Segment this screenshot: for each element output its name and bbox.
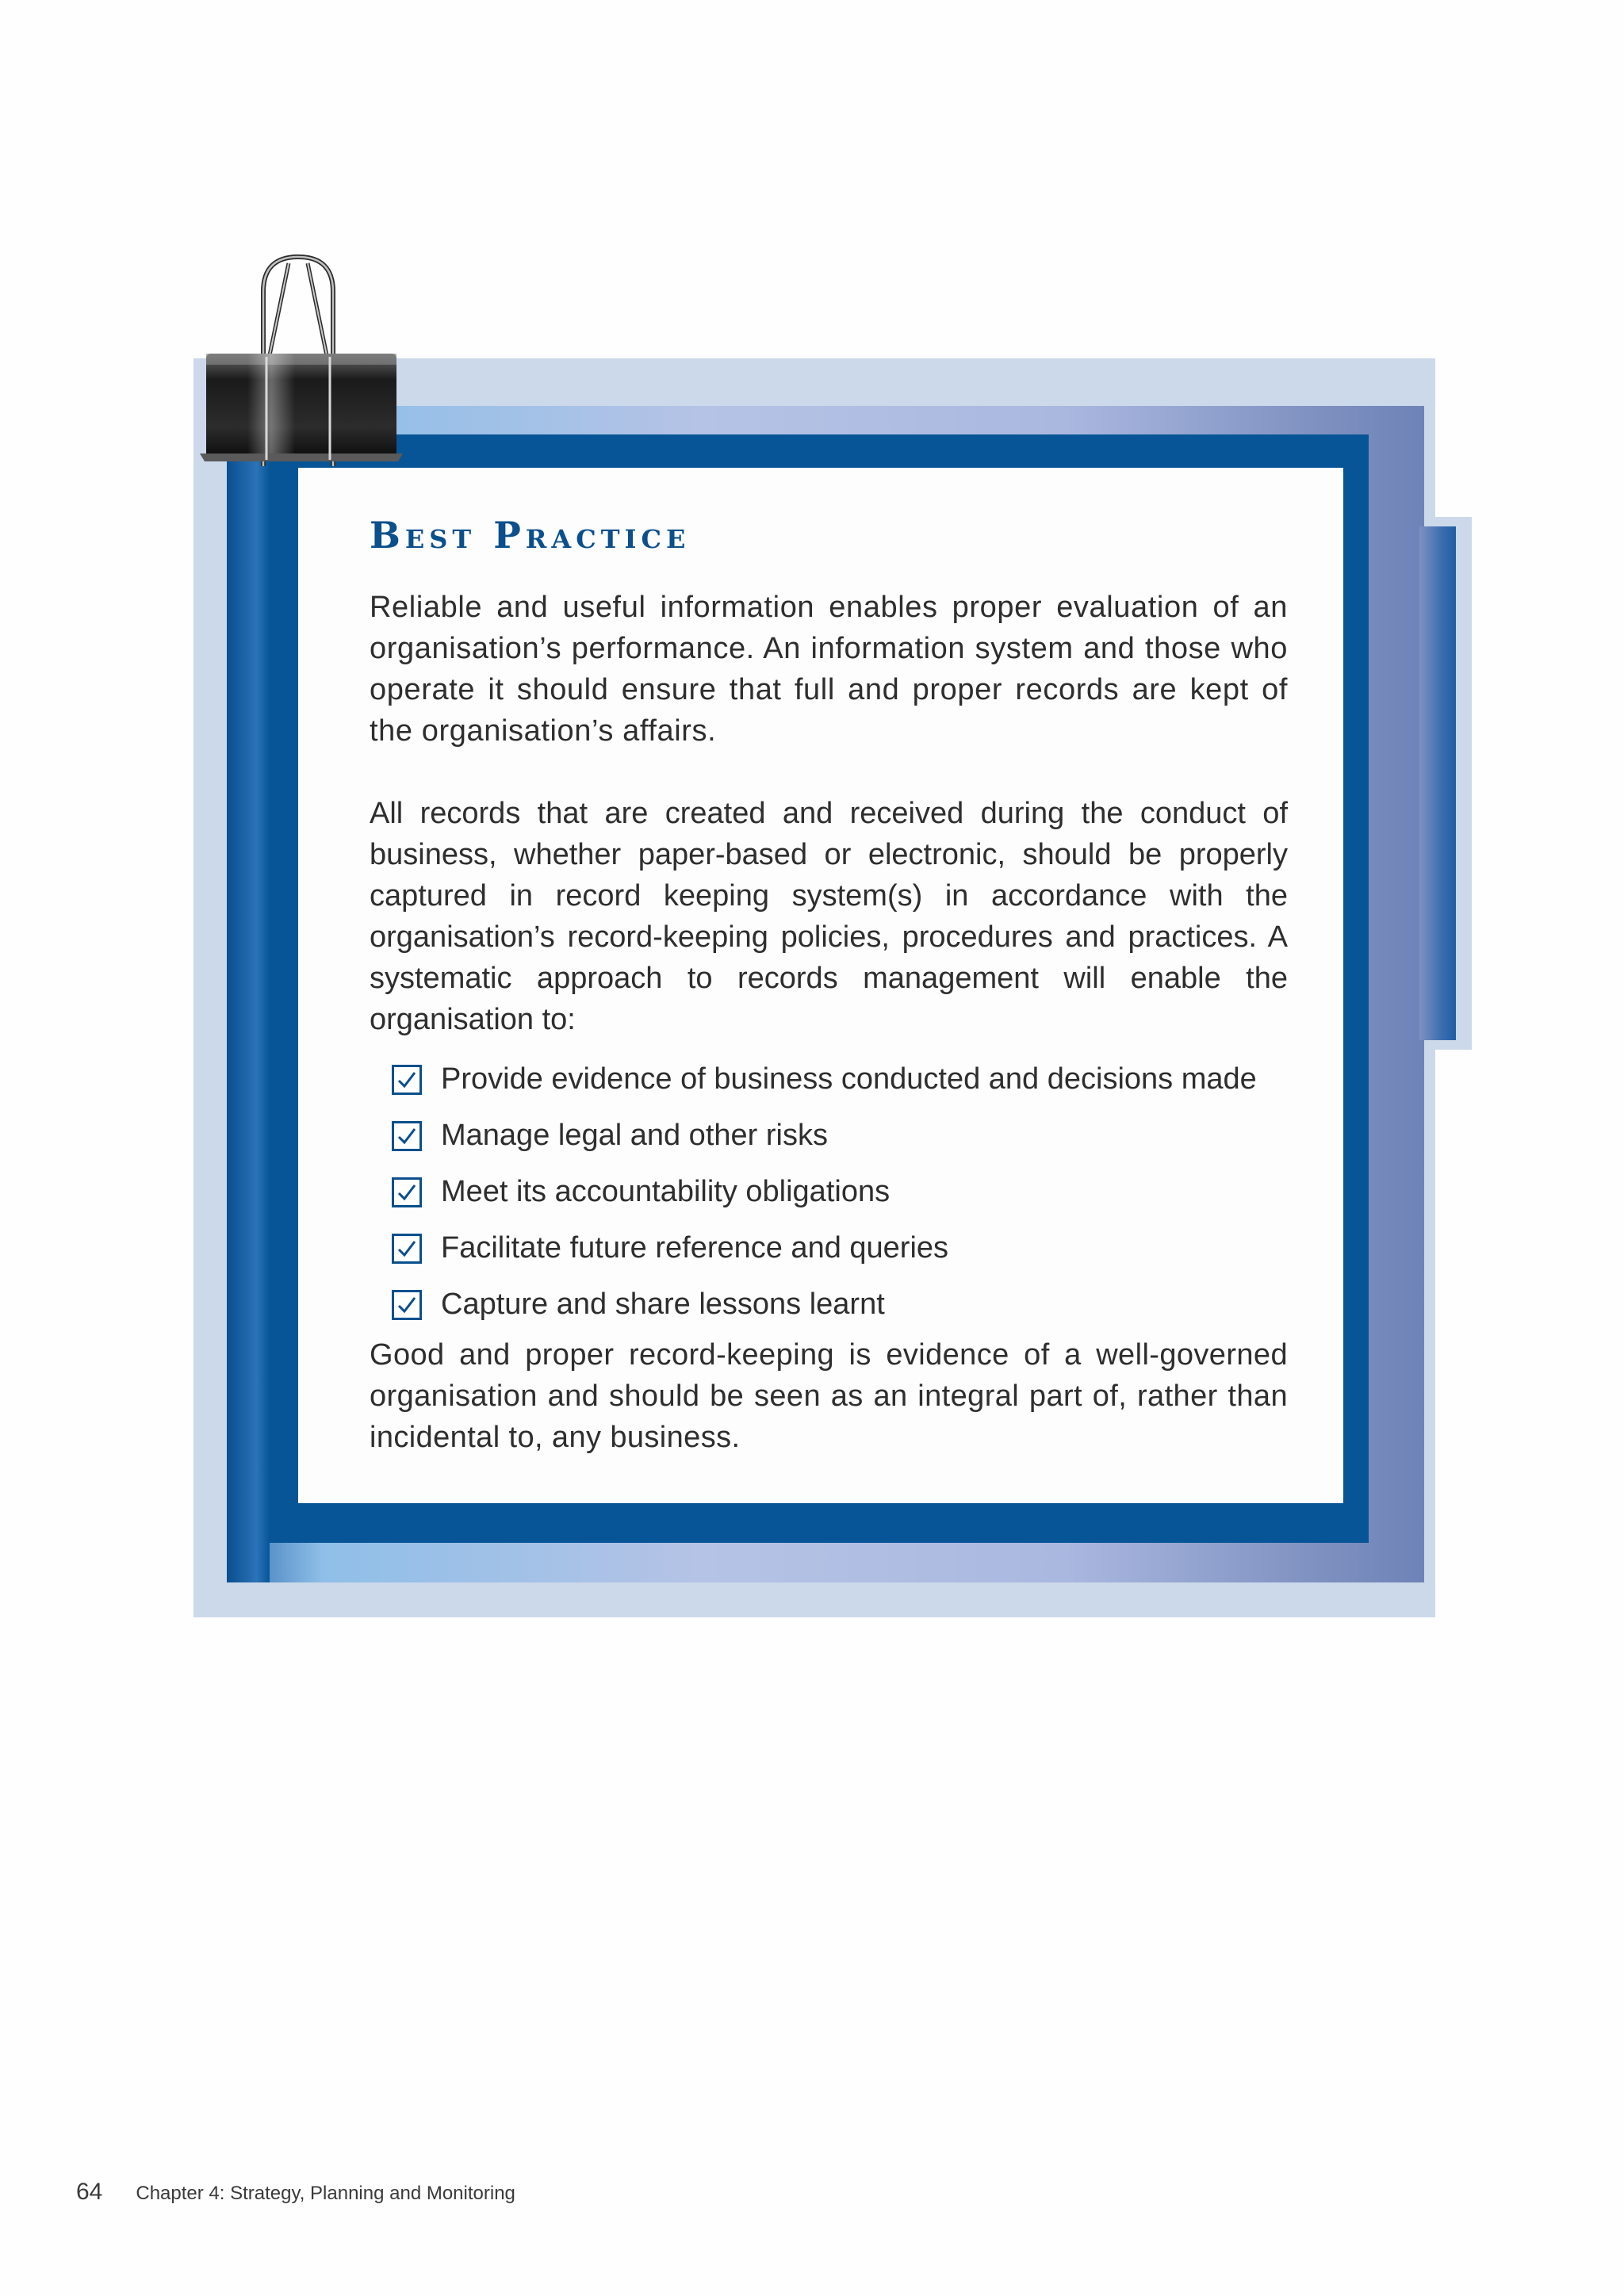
paragraph-2: All records that are created and received during the conduct of business, whether paper-based or electronic, should be properly captured in record keeping system(s) in accordance with the organisation’s record-keeping policies, procedures and practices. A systematic approach to records management will enable the organisation to: [370,797,1288,1036]
checkmark-icon [392,1290,422,1320]
blue-frame-edge [227,406,270,1582]
page-number: 64 [76,2179,103,2205]
checklist-item-label: Meet its accountability obligations [441,1175,891,1208]
binder-clip-icon [200,252,403,466]
checklist-item [370,1276,1288,1333]
checkmark-icon [392,1065,422,1095]
checklist-item-label: Manage legal and other risks [441,1119,828,1152]
best-practice-content [370,507,1288,1458]
chapter-title: Chapter 4: Strategy, Planning and Monitoring [136,2183,515,2204]
checkmark-icon [392,1234,422,1264]
page-footer [76,2179,790,2206]
checklist-item [370,1051,1288,1108]
checklist-item [370,1108,1288,1164]
checkmark-icon [392,1177,422,1207]
checklist-item-label: Capture and share lessons learnt [441,1288,885,1321]
checklist-item-label: Provide evidence of business conducted and decisions made [441,1062,1257,1096]
checkmark-icon [392,1121,422,1151]
paragraph-1: Reliable and useful information enables proper evaluation of an organisation’s performance. An information system and those who operate it should ensure that full and proper records are kept of the organisation’s affairs. [370,591,1288,748]
paragraph-3: Good and proper record-keeping is evidence of a well-governed organisation and should be seen as an integral part of, rather than incidental to, any business. [370,1338,1288,1454]
checklist [370,1051,1288,1333]
checklist-item [370,1164,1288,1220]
checklist-item-label: Facilitate future reference and queries [441,1231,949,1265]
box-title: Best Practice [370,514,691,557]
checklist-item [370,1220,1288,1276]
gradient-tab [1419,526,1456,1040]
